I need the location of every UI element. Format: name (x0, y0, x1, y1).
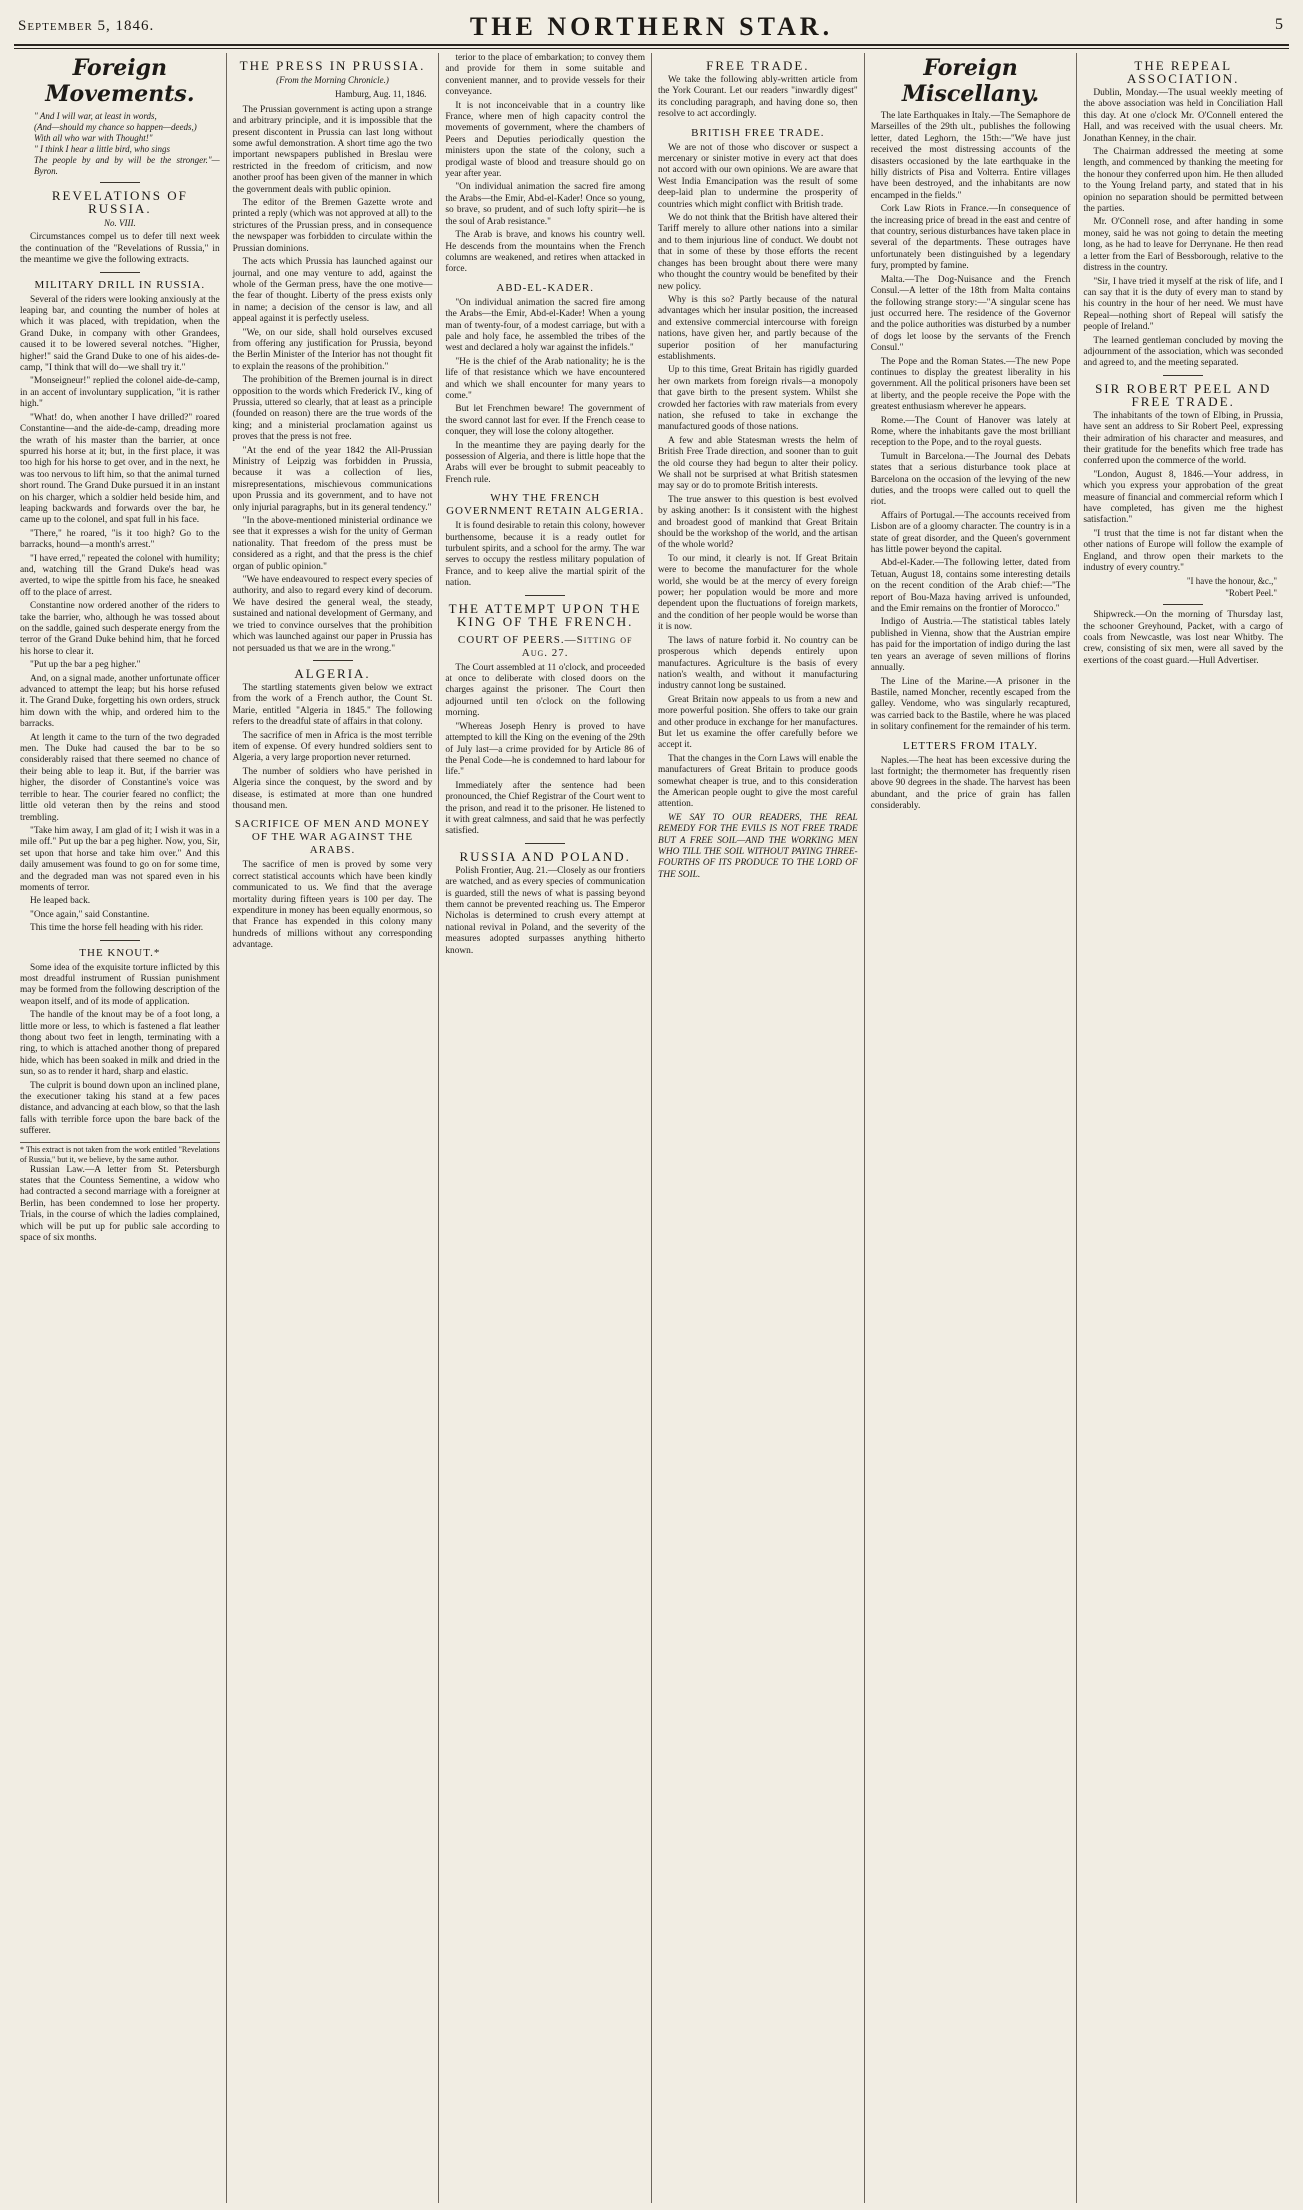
paragraph: Some idea of the exquisite torture inflicted by this most dreadful instrument of Russian punishment may be formed from the following description of the weapon itself, and of its mode of application. (20, 962, 220, 1007)
paragraph: It is found desirable to retain this colony, however burthensome, because it is a ready outlet for turbulent spirits, and a school for the army. The war serves to occupy the restless military population of France, and to keep alive the martial spirit of the nation. (445, 521, 646, 589)
paragraph: We do not think that the British have altered their Tariff merely to allure other nations into a similar and to them injurious line of conduct. We doubt not that in some of these by those efforts the recent changes has been brought about there were many who thought the country would be benefited by their new policy. (658, 213, 858, 292)
article-heading: THE ATTEMPT UPON THE KING OF THE FRENCH. (448, 600, 642, 629)
paragraph: The true answer to this question is best evolved by asking another: Is it consistent with the highest and broadest good of mankind that Great Britain should be the workshop of the world, and the artisan of the whole world? (658, 494, 858, 551)
paragraph: "He is the chief of the Arab nationality; he is the life of that resistance which we have encountered and which we shall encounter for many years to come." (445, 356, 646, 401)
paragraph: Rome.—The Count of Hanover was lately at Rome, where the inhabitants gave the most brilliant reception to the Pope, and to the royal guests. (870, 415, 1071, 449)
verse-line: " I think I hear a little bird, who sings (34, 144, 170, 154)
paragraph: The acts which Prussia has launched against our journal, and one may venture to add, against the whole of the German press, have the one motive—the fear of thought. Liberty of the press exists only in name; a decision of the censor is law, and all appeal against it is perfectly useless. (232, 257, 433, 325)
article-heading: ABD-EL-KADER. (496, 281, 594, 294)
column-6 (1077, 53, 1289, 2203)
divider (1163, 604, 1203, 605)
article-heading: THE REPEAL ASSOCIATION. (1126, 58, 1240, 86)
paragraph: Cork Law Riots in France.—In consequence of the increasing price of bread in the east and centre of that country, serious disturbances have taken place in several of the departments. These outrages have unfortunately been distinguished by a legendary fury, prompted by famine. (870, 204, 1071, 272)
paragraph: This time the horse fell heading with his rider. (30, 923, 204, 934)
paragraph: Shipwreck.—On the morning of Thursday last, the schooner Greyhound, Packet, with a cargo of coals from Newcastle, was lost near Whitby. The crew, consisting of six men, were all saved by the exertions of the coast guard.—Hull Advertiser. (1083, 610, 1284, 666)
paragraph: The late Earthquakes in Italy.—The Semaphore de Marseilles of the 29th ult., publishes the following letter, dated Leghorn, the 15th:—"We have just received the most distressing accounts of the disasters occasioned by the late earthquake in the hilly districts of Pisa and Volterra. Entire villages have been destroyed, and the inhabitants are now encamped in the fields." (870, 111, 1071, 201)
paragraph: "I trust that the time is not far distant when the other nations of Europe will follow the example of England, and throw open their markets to the industry of every country." (1083, 528, 1284, 574)
paragraph: The Chairman addressed the meeting at some length, and commenced by thanking the meeting for the honour they conferred upon him. He then alluded to the Young Ireland party, and stated that in his opinion no separation should be permitted between the parties. (1083, 147, 1284, 215)
paragraph: Mr. O'Connell rose, and after handing in some money, said he was not going to detain the meeting long, as he had to leave for Derrynane. He then read a letter from the Earl of Bessborough, relative to the distress in the country. (1083, 217, 1284, 274)
column-3 (439, 53, 652, 2203)
paragraph: In the meantime they are paying dearly for the possession of Algeria, and there is little hope that the Arabs will ever be brought to submit peaceably to French rule. (445, 440, 646, 485)
paragraph: The inhabitants of the town of Elbing, in Prussia, have sent an address to Sir Robert Peel, expressing their admiration of his character and measures, and their gratitude for the benefits which free trade has conferred upon the commerce of the world. (1083, 410, 1284, 467)
paragraph: And, on a signal made, another unfortunate officer advanced to attempt the leap; but his horse refused it. The Grand Duke, forgetting his own orders, struck him down with the whip, and ordered him to the barracks. (20, 673, 220, 730)
column-2 (227, 53, 440, 2203)
paragraph: Several of the riders were looking anxiously at the leaping bar, and counting the number of holes at which it was placed, with trepidation, when the Grand Duke, in company with other Grandees, caused it to be lowered several notches. "Higher, higher!" said the Grand Duke to one of his aides-de-camp, "I think that will do—we shall try it." (20, 294, 220, 374)
epigraph (20, 111, 220, 177)
verse-line: The people by and by will be the stronger."—Byron. (34, 155, 220, 176)
paragraph: Polish Frontier, Aug. 21.—Closely as our frontiers are watched, and as every species of communication is guarded, still the news of what is passing beyond them cannot be prevented reaching us. The Emperor Nicholas is determined to crush every attempt at national revival in Poland, and the severity of the measures adopted surpasses anything hitherto known. (445, 865, 646, 956)
paragraph: At length it came to the turn of the two degraded men. The Duke had caused the bar to be so considerably raised that there seemed no chance of their being able to leap it. But, if the barrier was higher, the disorder of Constantine's voice was terrible to hear. The courier feared no conflict; the little old veteran then by the reins and stood trembling. (20, 732, 220, 823)
paragraph: We are not of those who discover or suspect a mercenary or sinister motive in every act that does not accord with our own opinions. We are aware that West India Emancipation was the result of some deep-laid plan to undermine the prosperity of countries which might conflict with British trade. (658, 142, 858, 210)
paragraph: "Put up the bar a peg higher." (30, 660, 141, 671)
article-heading: LETTERS FROM ITALY. (902, 739, 1039, 752)
paragraph: The Pope and the Roman States.—The new Pope continues to display the greatest liberality in his government. All the political prisoners have been set at liberty, and the people receive the Pope with the greatest enthusiasm wherever he appears. (870, 356, 1071, 413)
newspaper-title: THE NORTHERN STAR. (469, 12, 834, 41)
divider (525, 843, 565, 844)
paragraph: It is not inconceivable that in a country like France, where men of high capacity control the movements of government, where the chambers of Peers and Deputies periodically question the ministers upon the state of the colony, such a prodigal waste of blood and treasure should go on year after year. (445, 100, 646, 180)
column-4 (652, 53, 865, 2203)
divider (525, 595, 565, 596)
article-heading: REVELATIONS OF RUSSIA. (51, 188, 188, 216)
paragraph: That the changes in the Corn Laws will enable the manufacturers of Great Britain to produce goods somewhat cheaper is true, and to this consideration the American people ought to give the most careful attention. (658, 753, 858, 810)
article-heading: THE KNOUT.* (79, 946, 161, 959)
divider (1163, 375, 1203, 376)
article-heading: MILITARY DRILL IN RUSSIA. (34, 278, 206, 291)
page-number: 5 (1275, 16, 1283, 33)
paragraph: "Whereas Joseph Henry is proved to have attempted to kill the King on the evening of the 29th of July last—a crime provided for by Article 86 of the Penal Code—he is condemned to hard labour for life." (445, 721, 646, 778)
column-1 (14, 53, 227, 2203)
article-subheading: BRITISH FREE TRADE. (691, 126, 825, 139)
paragraph: "Monseigneur!" replied the colonel aide-de-camp, in an accent of involuntary supplication, "it is rather high." (20, 376, 220, 410)
article-source: (From the Morning Chronicle.) (276, 75, 389, 85)
paragraph: Russian Law.—A letter from St. Petersburgh states that the Countess Sementine, a widow who had contracted a second marriage with a foreigner at Berlin, has been condemned to lose her property. Trials, in the course of which the ladies complained, which will be put up for public sale according to space of six months. (20, 1164, 220, 1244)
paragraph: "On individual animation the sacred fire among the Arabs—the Emir, Abd-el-Kader! Once so young, so brave, so prudent, and of such lofty spirit—he is the soul of Arab resistance." (445, 182, 646, 227)
paragraph: terior to the place of embarkation; to convey them and provide for them in some suitable and convenient manner, and to provide vessels for their conveyance. (445, 53, 646, 98)
paragraph: Naples.—The heat has been excessive during the last fortnight; the thermometer has frequently risen above 90 degrees in the shade. The harvest has been abundant, and the price of grain has fallen considerably. (870, 755, 1071, 812)
divider (313, 660, 353, 661)
paragraph: "We have endeavoured to respect every species of authority, and also to regard every kind of decorum. We have desired the general weal, the steady, sustained and national development of Germany, and we tried to convince ourselves that the prohibition which was launched against our paper in Prussia has not persuaded us that we are in the wrong." (232, 575, 433, 654)
paragraph: A few and able Statesman wrests the helm of British Free Trade direction, and sooner than to guit the old course they had begun to alter their policy. We shall not be surprised at what British statesmen may say or do to promote British interests. (658, 435, 858, 492)
article-heading: THE PRESS IN PRUSSIA. (239, 58, 426, 73)
paragraph: "Sir, I have tried it myself at the risk of life, and I can say that it is the duty of every man to stand by his country in the hour of her need. We must have Repeal—nothing short of Repeal will satisfy the people of Ireland." (1083, 276, 1284, 333)
paragraph: The Court assembled at 11 o'clock, and proceeded at once to deliberate with closed doors on the charges against the prisoner. The Court then adjourned until ten o'clock on the following morning. (445, 662, 646, 719)
article-heading: WHY THE FRENCH GOVERNMENT RETAIN ALGERIA. (446, 492, 645, 518)
masthead-rule (14, 46, 1289, 49)
article-heading: RUSSIA AND POLAND. (459, 848, 631, 864)
divider (100, 940, 140, 941)
paragraph: Circumstances compel us to defer till next week the continuation of the "Revelations of Russia," in the meantime we give the following extracts. (20, 232, 220, 266)
paragraph: "I have erred," repeated the colonel with humility; and, watching till the Grand Duke's head was averted, to wipe the spittle from his face, he sneaked off to the place of arrest. (20, 553, 220, 598)
paragraph: He leaped back. (30, 896, 91, 907)
paragraph: "Take him away, I am glad of it; I wish it was in a mile off." Put up the bar a peg higher. Now, you, Sir, set upon that horse and take him over." And this daily amusement was found to go on for some time, and the degraded man was not spared even in his moments of terror. (20, 825, 220, 893)
column-5 (865, 53, 1078, 2203)
issue-date: September 5, 1846. (18, 18, 155, 34)
paragraph: "At the end of the year 1842 the All-Prussian Ministry of Leipzig was forbidden in Prussia, because it was a collection of lies, misrepresentations, mischievous communications upon Prussia and its government, and to have not only injurial paragraphs, but in its general tendency." (232, 445, 433, 513)
paragraph: Indigo of Austria.—The statistical tables lately published in Vienna, show that the Austrian empire has paid for the importation of indigo during the last ten years an average of seven millions of florins annually. (870, 617, 1071, 674)
paragraph: Tumult in Barcelona.—The Journal des Debats states that a serious disturbance took place at Barcelona on the occasion of the levying of the new duties, and the troops were called out to quell the riot. (870, 451, 1071, 508)
paragraph: "We, on our side, shall hold ourselves excused from offering any justification for Prussia, beyond the Berlin Minister of the Interior has not thought fit to explain the reasons of the prohibition." (232, 327, 433, 372)
dateline: Hamburg, Aug. 11, 1846. (335, 89, 427, 100)
paragraph: "Once again," said Constantine. (30, 909, 150, 920)
columns (14, 53, 1289, 2203)
paragraph: Up to this time, Great Britain has rigidly guarded her own markets from foreign rivals—a monopoly that gave birth to the present system. Whilst she crowded her factories with raw materials from every nation, she refused to take in exchange the manufactured goods of those nations. (658, 365, 858, 433)
paragraph: "What! do, when another I have drilled?" roared Constantine—and the aide-de-camp, dreading more the wrath of his master than the barrier, at once spurred his horse at it; but, in the first place, it was too high for his horse to get over, and in the next, he was too nervous to lift him, so that the animal turned short round. The Grand Duke pursued it in an instant on his charger, which a soldier held beside him, and leaping backwards and forwards over the bar, he came up to the colonel, and spat full in his face. (20, 412, 220, 526)
paragraph: The Prussian government is acting upon a strange and arbitrary principle, and it is impossible that the present discontent in Prussia can last long without some awful demonstration. A short time ago the two important newspapers published in Breslau were restricted in the freedom of criticism, and now another proof has been given of the manner in which the government deals with public opinion. (232, 104, 433, 195)
article-subheading: COURT OF PEERS.—Sitting of Aug. 27. (457, 633, 633, 659)
paragraph: The laws of nature forbid it. No country can be prosperous which depends entirely upon manufactures. Agriculture is the basis of every nation's wealth, and without it manufacturing industry cannot long be sustained. (658, 635, 858, 692)
paragraph: But let Frenchmen beware! The government of the sword cannot last for ever. If the French cease to conquer, they will lose the colony altogether. (445, 404, 646, 438)
paragraph-emphasis: WE SAY TO OUR READERS, THE REAL REMEDY FOR THE EVILS IS NOT FREE TRADE BUT A FREE SOIL—AND THE WORKING MEN WHO TILL THE SOIL WITHOUT PAYING THREE-FOURTHS OF ITS PRODUCE TO THE LORD OF THE SOIL. (658, 812, 858, 880)
article-heading: ALGERIA. (294, 665, 371, 681)
paragraph: The editor of the Bremen Gazette wrote and printed a reply (which was not approved at all) to the strictures of the Prussian press, and in consequence the newspaper was forbidden to circulate within the Prussian dominions. (232, 198, 433, 254)
paragraph: The sacrifice of men is proved by some very correct statistical accounts which have been kindly communicated to us. We find that the average mortality during fifteen years is 100 per day. The expenditure in money has been equally enormous, so that France has expended in this colony many hundreds of millions without any corresponding advantage. (232, 860, 433, 951)
article-heading: SACRIFICE OF MEN AND MONEY OF THE WAR AGAINST THE ARABS. (234, 818, 431, 857)
paragraph: Why is this so? Partly because of the natural advantages which her insular position, the increased and extensive commercial intercourse with foreign nations, have given her, and partly because of the superior position of her manufacturing establishments. (658, 294, 858, 362)
paragraph: The number of soldiers who have perished in Algeria since the conquest, by the sword and by disease, is estimated at more than one hundred thousand men. (232, 766, 433, 811)
verse-line: (And—should my chance so happen—deeds,) (34, 122, 197, 132)
paragraph: The Line of the Marine.—A prisoner in the Bastile, named Moncher, recently escaped from the galley. Vendome, who was singularly recaptured, was carried back to the Bastile, where he was placed in solitary confinement for the remainder of his term. (870, 676, 1071, 733)
paragraph: To our mind, it clearly is not. If Great Britain were to become the manufacturer for the whole world, she would be at the mercy of every foreign power; her population would be more and more dependent upon the fluctuations of foreign markets, and the condition of her people would be worse than it is now. (658, 553, 858, 633)
verse-line: With all who war with Thought!" (34, 133, 153, 143)
paragraph: Great Britain now appeals to us from a new and more powerful position. She offers to take our grain and other produce in exchange for her manufactures. But let us examine the offer carefully before we accept it. (658, 694, 858, 751)
section-title-foreign-miscellany: Foreign Miscellany. (901, 55, 1040, 107)
paragraph: "On individual animation the sacred fire among the Arabs—the Emir, Abd-el-Kader! When a young man of twenty-four, of a modest carriage, but with a pale and holy face, he assembled the tribes of the west and declared a holy war against the infidels." (445, 297, 646, 354)
paragraph: The learned gentleman concluded by moving the adjournment of the association, which was seconded and agreed to, and the meeting separated. (1083, 335, 1284, 369)
paragraph: The culprit is bound down upon an inclined plane, the executioner taking his stand at a few paces distance, and advancing at each blow, so that the lash falls with terrible force upon the bare back of the sufferer. (20, 1080, 220, 1137)
footnote: * This extract is not taken from the work entitled "Revelations of Russia," but it, we believe, by the same author. (20, 1142, 220, 1165)
divider (100, 272, 140, 273)
paragraph: The handle of the knout may be of a foot long, a little more or less, to which is fastened a flat leather thong about two feet in length, terminating with a ring, to which is attached another thong of prepared hide, which has been soaked in milk and dried in the sun, so as to render it hard, sharp and elastic. (20, 1010, 220, 1078)
paragraph: "London, August 8, 1846.—Your address, in which you express your approbation of the great measure of financial and commercial reform which I have completed, has given me the highest satisfaction." (1083, 469, 1284, 526)
signature: "I have the honour, &c.," "Robert Peel." (1186, 576, 1278, 598)
paragraph: Constantine now ordered another of the riders to take the barrier, who, although he was tossed about on the saddle, gained such desperate energy from the terror of the Grand Duke behind him, that he forced his horse to clear it. (20, 601, 220, 657)
paragraph: The Arab is brave, and knows his country well. He descends from the mountains when the French columns are weakened, and retires when attacked in force. (445, 230, 646, 275)
section-title-foreign-movements: Foreign Movements. (45, 55, 195, 107)
paragraph: We take the following ably-written article from the York Courant. Let our readers "inwardly digest" its concluding paragraph, and having done so, then resolve to act accordingly. (658, 75, 858, 120)
article-heading: SIR ROBERT PEEL AND FREE TRADE. (1095, 380, 1272, 409)
paragraph: Affairs of Portugal.—The accounts received from Lisbon are of a gloomy character. The country is in a state of great disorder, and the Queen's government has little power beyond the capital. (870, 510, 1071, 556)
paragraph: Malta.—The Dog-Nuisance and the French Consul.—A letter of the 18th from Malta contains the following strange story:—"A singular scene has just occurred here. The residence of the Governor and the police authorities was disturbed by a number of dogs let loose by the servants of the French Consul." (870, 274, 1071, 354)
paragraph: Dublin, Monday.—The usual weekly meeting of the above association was held in Conciliation Hall this day. At one o'clock Mr. O'Connell entered the Hall, and was received with the usual cheers. Mr. Jonathan Kenney, in the chair. (1083, 88, 1284, 144)
paragraph: Abd-el-Kader.—The following letter, dated from Tetuan, August 18, contains some interesting details on the recent condition of the Arab chief:—"The report of Bou-Maza having arrived is unfounded, and the Emir remains on the frontier of Morocco." (870, 558, 1071, 615)
article-subheading: No. VIII. (103, 218, 136, 228)
paragraph: The sacrifice of men in Africa is the most terrible item of expense. Of every hundred soldiers sent to Algeria, a very large proportion never returned. (232, 730, 433, 764)
masthead (14, 10, 1289, 46)
verse-line: " And I will war, at least in words, (34, 111, 157, 121)
divider (100, 182, 140, 183)
paragraph: "There," he roared, "is it too high? Go to the barracks, hound—a month's arrest." (20, 528, 220, 551)
paragraph: "In the above-mentioned ministerial ordinance we see that it expresses a wish for the unity of German nationality. That freedom of the press must be considered as a right, and that the press is the chief organ of public opinion." (232, 516, 433, 572)
paragraph: The startling statements given below we extract from the work of a French author, the Count St. Marie, entitled "Algeria in 1845." The following refers to the dreadful state of affairs in that colony. (232, 682, 433, 728)
article-heading: FREE TRADE. (706, 58, 810, 73)
paragraph: The prohibition of the Bremen journal is in direct opposition to the words which Frederick IV., king of Prussia, uttered so clearly, that at least as a principle (founded on reason) there are the true words of the king; and a ministerial proclamation against us proves that the press is not free. (232, 375, 433, 443)
paragraph: Immediately after the sentence had been pronounced, the Chief Registrar of the Court went to the prison, and read it to the prisoner. He listened to it with great calmness, and said that he was perfectly satisfied. (445, 780, 646, 837)
